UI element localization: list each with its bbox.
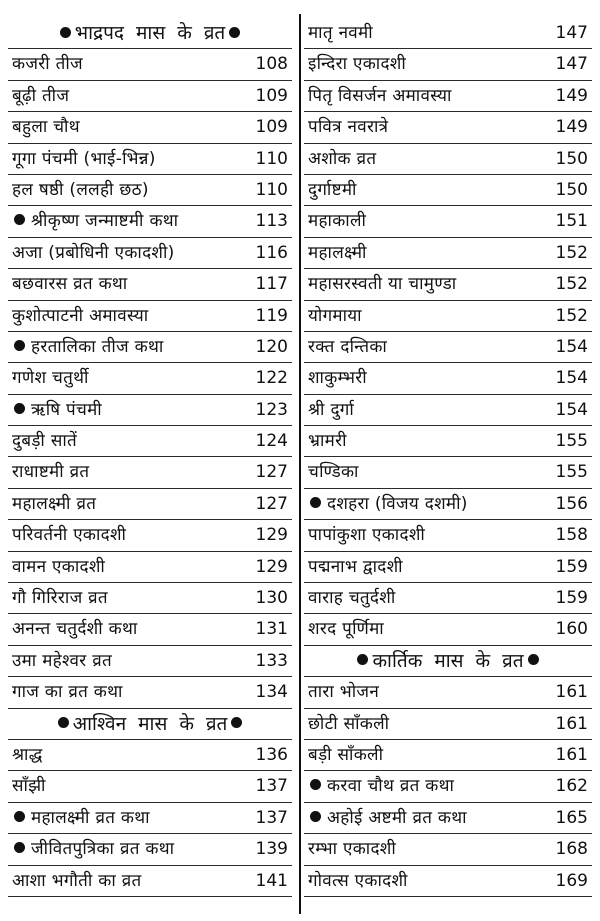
page-number: 160	[555, 619, 588, 640]
toc-entry	[304, 803, 592, 834]
page-number: 152	[555, 274, 588, 295]
page-number: 149	[555, 85, 588, 106]
section-title: भाद्रपद मास के व्रत	[74, 22, 226, 44]
bullet-icon	[231, 717, 242, 728]
toc-entry	[8, 49, 292, 80]
entry-title: साँझी	[12, 776, 46, 797]
page-number: 161	[555, 713, 588, 734]
page-number: 159	[555, 556, 588, 577]
page-number: 110	[255, 148, 288, 169]
page-number: 152	[555, 305, 588, 326]
bullet-icon	[14, 403, 25, 414]
toc-entry	[304, 740, 592, 771]
entry-title: चण्डिका	[308, 462, 359, 483]
toc-entry	[8, 81, 292, 112]
entry-title: महासरस्वती या चामुण्डा	[308, 274, 457, 295]
page-number: 131	[255, 619, 288, 640]
page-number: 155	[555, 462, 588, 483]
entry-title: पवित्र नवरात्रे	[308, 117, 389, 138]
page-number: 150	[555, 179, 588, 200]
entry-title: महालक्ष्मी व्रत	[12, 493, 97, 514]
entry-title: दशहरा (विजय दशमी)	[327, 493, 468, 514]
entry-title: पापांकुशा एकादशी	[308, 525, 426, 546]
toc-entry	[8, 112, 292, 143]
page-number: 161	[555, 744, 588, 765]
entry-title: वामन एकादशी	[12, 556, 106, 577]
toc-entry	[8, 144, 292, 175]
toc-entry	[304, 709, 592, 740]
toc-entry	[304, 206, 592, 237]
toc-entry	[304, 332, 592, 363]
toc-entry	[8, 426, 292, 457]
entry-title: वाराह चतुर्दशी	[308, 588, 396, 609]
entry-title: श्री दुर्गा	[308, 399, 355, 420]
toc-entry	[8, 395, 292, 426]
toc-entry	[8, 489, 292, 520]
page-number: 109	[255, 117, 288, 138]
toc-entry	[304, 677, 592, 708]
bullet-icon	[60, 27, 71, 38]
entry-title: गणेश चतुर्थी	[12, 368, 89, 389]
entry-title: गूगा पंचमी (भाई-भिन्न)	[12, 148, 156, 169]
page-number: 147	[555, 54, 588, 75]
entry-title: पितृ विसर्जन अमावस्या	[308, 85, 452, 106]
toc-entry	[8, 583, 292, 614]
page-number: 155	[555, 431, 588, 452]
bullet-icon	[310, 497, 321, 508]
toc-entry	[304, 866, 592, 897]
page-number: 159	[555, 588, 588, 609]
entry-title: बड़ी साँकली	[308, 744, 384, 765]
entry-title: भ्रामरी	[308, 431, 347, 452]
toc-entry	[304, 552, 592, 583]
page-number: 151	[555, 211, 588, 232]
toc-entry	[304, 583, 592, 614]
page-number: 119	[255, 305, 288, 326]
section-header	[8, 709, 292, 740]
page-number: 127	[255, 493, 288, 514]
page-number: 136	[255, 744, 288, 765]
toc-entry	[304, 489, 592, 520]
entry-title: दुबड़ी सातें	[12, 431, 78, 452]
page-number: 129	[255, 556, 288, 577]
entry-title: मातृ नवमी	[308, 23, 373, 43]
toc-entry	[304, 395, 592, 426]
entry-title: हरतालिका तीज कथा	[31, 336, 164, 357]
entry-title: गोवत्स एकादशी	[308, 870, 408, 891]
entry-title: महालक्ष्मी व्रत कथा	[31, 807, 150, 828]
page-number: 152	[555, 242, 588, 263]
toc-entry	[304, 834, 592, 865]
entry-title: आशा भगौती का व्रत	[12, 870, 142, 891]
left-column	[8, 18, 292, 897]
entry-title: योगमाया	[308, 305, 362, 326]
page-number: 158	[555, 525, 588, 546]
bullet-icon	[14, 842, 25, 853]
toc-entry	[304, 112, 592, 143]
page-number: 168	[555, 839, 588, 860]
page-number: 134	[255, 682, 288, 703]
entry-title: शाकुम्भरी	[308, 368, 367, 389]
bullet-icon	[357, 654, 368, 665]
toc-entry	[8, 457, 292, 488]
toc-entry	[304, 238, 592, 269]
toc-entry	[304, 614, 592, 645]
toc-entry	[8, 363, 292, 394]
page-number: 154	[555, 399, 588, 420]
page-number: 122	[255, 368, 288, 389]
entry-title: दुर्गाष्टमी	[308, 179, 357, 200]
entry-title: रक्त दन्तिका	[308, 336, 388, 357]
section-title: आश्विन मास के व्रत	[72, 712, 228, 735]
page-number: 137	[255, 776, 288, 797]
bullet-icon	[14, 811, 25, 822]
page-number: 137	[255, 807, 288, 828]
entry-title: उमा महेश्वर व्रत	[12, 650, 112, 671]
toc-entry	[304, 301, 592, 332]
entry-title: श्राद्ध	[12, 744, 43, 765]
page-number: 156	[555, 493, 588, 514]
entry-title: राधाष्टमी व्रत	[12, 462, 90, 483]
page-number: 133	[255, 650, 288, 671]
toc-entry	[304, 49, 592, 80]
entry-title: शरद पूर्णिमा	[308, 619, 384, 640]
page-number: 120	[255, 336, 288, 357]
page-number: 149	[555, 117, 588, 138]
toc-entry	[8, 301, 292, 332]
entry-title: अहोई अष्टमी व्रत कथा	[327, 807, 467, 828]
toc-entry	[8, 332, 292, 363]
page-number: 141	[255, 870, 288, 891]
entry-title: कुशोत्पाटनी अमावस्या	[12, 305, 149, 326]
bullet-icon	[58, 717, 69, 728]
toc-entry	[8, 834, 292, 865]
section-title: कार्तिक मास के व्रत	[372, 649, 524, 672]
toc-entry	[8, 740, 292, 771]
toc-entry	[304, 363, 592, 394]
page-number: 161	[555, 682, 588, 703]
section-header	[304, 646, 592, 677]
toc-entry	[8, 269, 292, 300]
page-number: 113	[255, 211, 288, 232]
section-header	[8, 18, 292, 49]
page-number: 123	[255, 399, 288, 420]
page-number: 130	[255, 588, 288, 609]
page-number: 124	[255, 431, 288, 452]
page-number: 117	[255, 274, 288, 295]
toc-entry	[304, 81, 592, 112]
entry-title: गाज का व्रत कथा	[12, 682, 123, 703]
toc-entry	[8, 646, 292, 677]
toc-entry	[304, 175, 592, 206]
entry-title: छोटी साँकली	[308, 713, 390, 734]
entry-title: करवा चौथ व्रत कथा	[327, 776, 455, 797]
toc-entry	[8, 206, 292, 237]
page-number: 127	[255, 462, 288, 483]
toc-entry	[304, 269, 592, 300]
page-number: 162	[555, 776, 588, 797]
entry-title: बूढ़ी तीज	[12, 85, 70, 106]
entry-title: अनन्त चतुर्दशी कथा	[12, 619, 138, 640]
entry-title: रम्भा एकादशी	[308, 839, 397, 860]
entry-title: परिवर्तनी एकादशी	[12, 525, 127, 546]
page-number: 169	[555, 870, 588, 891]
entry-title: गौ गिरिराज व्रत	[12, 588, 108, 609]
toc-entry	[8, 520, 292, 551]
bullet-icon	[14, 340, 25, 351]
entry-title: हल षष्ठी (ललही छठ)	[12, 179, 149, 200]
entry-title: कजरी तीज	[12, 54, 83, 75]
toc-entry	[304, 426, 592, 457]
toc-entry	[8, 677, 292, 708]
entry-title: श्रीकृष्ण जन्माष्टमी कथा	[31, 211, 179, 232]
toc-entry	[304, 520, 592, 551]
page-number: 154	[555, 368, 588, 389]
entry-title: महालक्ष्मी	[308, 242, 367, 263]
page-number: 165	[555, 807, 588, 828]
toc-entry	[8, 238, 292, 269]
entry-title: बछवारस व्रत कथा	[12, 274, 128, 295]
page-number: 108	[255, 54, 288, 75]
entry-title: तारा भोजन	[308, 682, 380, 703]
page-number: 139	[255, 839, 288, 860]
page-number: 129	[255, 525, 288, 546]
entry-title: इन्दिरा एकादशी	[308, 54, 407, 75]
toc-entry	[8, 771, 292, 802]
right-column	[304, 18, 592, 897]
entry-title: अजा (प्रबोधिनी एकादशी)	[12, 242, 175, 263]
entry-title: ऋषि पंचमी	[31, 399, 102, 420]
toc-entry	[304, 771, 592, 802]
toc-entry	[8, 552, 292, 583]
page-number: 116	[255, 242, 288, 263]
page-number: 154	[555, 336, 588, 357]
toc-entry	[304, 144, 592, 175]
page-number: 110	[255, 179, 288, 200]
entry-title: बहुला चौथ	[12, 117, 80, 138]
toc-entry	[8, 175, 292, 206]
bullet-icon	[310, 779, 321, 790]
entry-title: महाकाली	[308, 211, 367, 232]
toc-entry	[8, 614, 292, 645]
bullet-icon	[310, 811, 321, 822]
column-divider	[299, 14, 301, 914]
bullet-icon	[528, 654, 539, 665]
toc-entry	[304, 457, 592, 488]
bullet-icon	[229, 27, 240, 38]
entry-title: जीवितपुत्रिका व्रत कथा	[31, 839, 175, 860]
page-number: 150	[555, 148, 588, 169]
toc-entry	[8, 803, 292, 834]
toc-entry	[304, 18, 592, 49]
bullet-icon	[14, 214, 25, 225]
page-number: 109	[255, 85, 288, 106]
toc-entry	[8, 866, 292, 897]
entry-title: अशोक व्रत	[308, 148, 377, 169]
page-number: 147	[555, 23, 588, 43]
entry-title: पद्मनाभ द्वादशी	[308, 556, 403, 577]
